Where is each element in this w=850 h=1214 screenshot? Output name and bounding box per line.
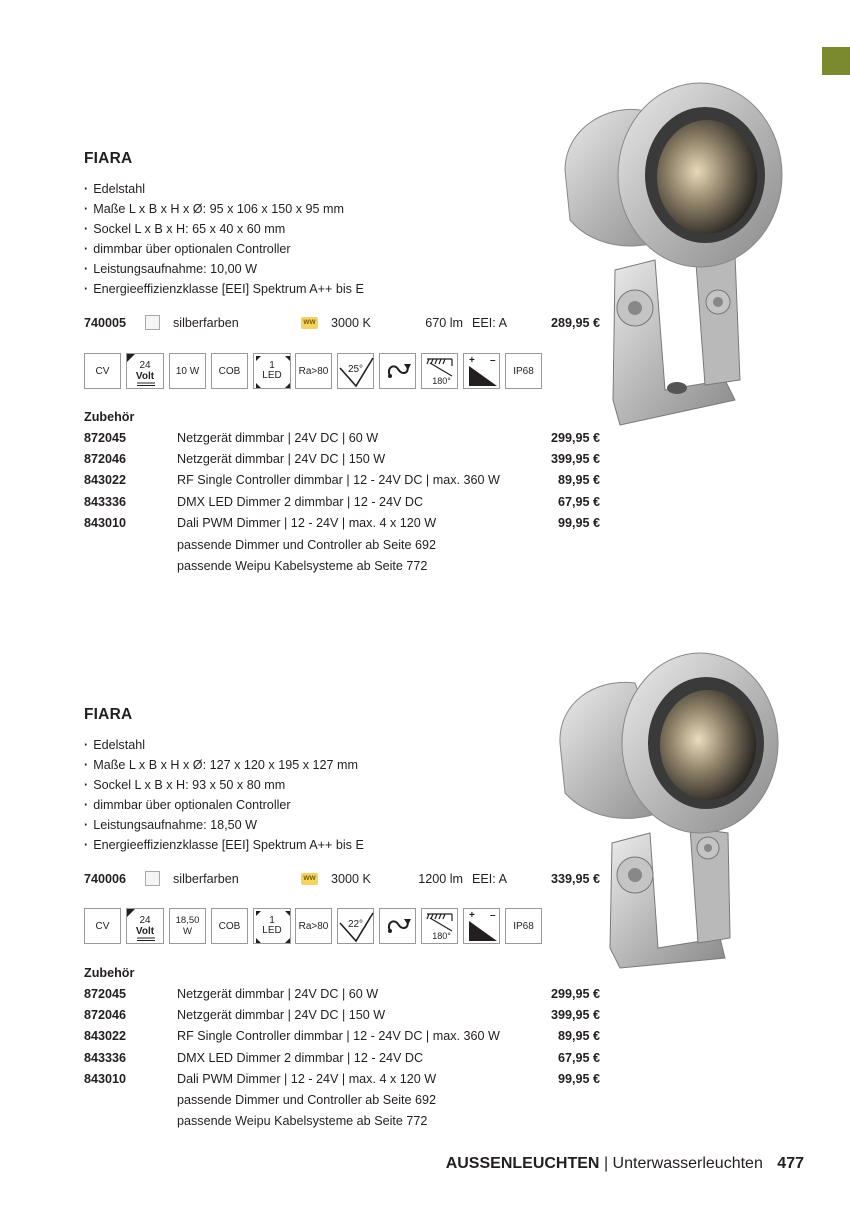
accessory-code: 872046	[84, 1008, 127, 1023]
feature-item: · Leistungsaufnahme: 10,00 W	[84, 259, 364, 279]
cob-icon	[211, 908, 248, 944]
beam-angle-label: 25°	[347, 363, 364, 375]
ip-rating-label: IP68	[513, 920, 534, 932]
note-line: passende Dimmer und Controller ab Seite 692	[177, 538, 437, 552]
svg-text:–: –	[490, 355, 496, 366]
accessories-table	[84, 987, 600, 1093]
feature-item: · dimmbar über optionalen Controller	[84, 239, 364, 259]
ip-rating-icon	[505, 353, 542, 389]
accessory-description: RF Single Controller dimmbar | 12 - 24V DC | max. 360 W	[177, 1029, 500, 1044]
accessory-price: 67,95 €	[557, 1050, 600, 1065]
footer-section: AUSSENLEUCHTEN	[445, 1155, 600, 1172]
accessory-price: 99,95 €	[557, 515, 600, 530]
cv-label: CV	[95, 365, 110, 377]
corner-arrows-icon	[254, 354, 292, 390]
feature-item: · Sockel L x B x H: 93 x 50 x 80 mm	[84, 775, 364, 795]
accessory-description: Netzgerät dimmbar | 24V DC | 60 W	[177, 431, 379, 445]
voltage-number: 24	[139, 915, 151, 926]
voltage-icon	[126, 908, 164, 944]
accessory-description: Dali PWM Dimmer | 12 - 24V | max. 4 x 120 W	[177, 515, 437, 530]
voltage-icon	[126, 353, 164, 389]
feature-item: · Maße L x B x H x Ø: 127 x 120 x 195 x 127 mm	[84, 755, 364, 775]
article-number: 740005	[84, 316, 127, 330]
page-number: 477	[777, 1155, 804, 1172]
accessories-title: Zubehör	[84, 410, 135, 424]
cob-icon	[211, 353, 248, 389]
feature-item: · Leistungsaufnahme: 18,50 W	[84, 815, 364, 835]
rotatable-icon	[379, 353, 416, 389]
product-photo	[545, 80, 785, 430]
dimming-wedge-icon	[464, 354, 501, 390]
accessory-description: RF Single Controller dimmbar | 12 - 24V DC | max. 360 W	[177, 473, 500, 488]
spec-icon-row	[84, 353, 544, 389]
accessory-code: 843022	[84, 1029, 127, 1044]
accessory-description: Netzgerät dimmbar | 24V DC | 150 W	[177, 452, 386, 467]
note-line: passende Dimmer und Controller ab Seite 692	[177, 1093, 437, 1107]
beam-angle-icon	[337, 908, 374, 944]
accessory-code: 843010	[84, 515, 127, 530]
price: 289,95 €	[550, 316, 600, 330]
accessory-code: 843336	[84, 1050, 127, 1065]
accessory-price: 399,95 €	[550, 452, 600, 467]
lumen-value: 670 lm	[425, 316, 463, 330]
rotate-arrows-icon	[380, 909, 417, 945]
led-unit: LED	[262, 925, 282, 936]
variant-row	[84, 314, 600, 334]
cob-label: COB	[218, 365, 241, 377]
feature-item: · Maße L x B x H x Ø: 95 x 106 x 150 x 95 mm	[84, 199, 364, 219]
accessory-price: 399,95 €	[550, 1008, 600, 1023]
feature-item: · Energieeffizienzklasse [EEI] Spektrum A++ bis E	[84, 835, 364, 855]
cri-label: Ra>80	[298, 365, 329, 377]
accessory-description: DMX LED Dimmer 2 dimmbar | 12 - 24V DC	[177, 1050, 424, 1065]
footer-subsection: Unterwasserleuchten	[612, 1155, 763, 1172]
swivel-label: 180°	[432, 931, 451, 941]
product-photo	[550, 643, 780, 973]
svg-text:–: –	[490, 910, 496, 921]
swivel-label: 180°	[432, 376, 451, 386]
accessory-description: DMX LED Dimmer 2 dimmbar | 12 - 24V DC	[177, 494, 424, 509]
product-title: FIARA	[84, 150, 133, 167]
accessory-code: 872045	[84, 431, 127, 445]
page-footer	[446, 1155, 804, 1173]
feature-list	[84, 735, 364, 856]
color-swatch	[145, 871, 160, 886]
swivel-icon	[421, 908, 458, 944]
table-row	[84, 1051, 600, 1072]
warm-white-badge: WW	[301, 873, 318, 885]
accessory-price: 99,95 €	[557, 1071, 600, 1086]
feature-item: · Sockel L x B x H: 65 x 40 x 60 mm	[84, 219, 364, 239]
accessories-title: Zubehör	[84, 966, 135, 980]
table-row	[84, 1008, 600, 1029]
accessory-description: Dali PWM Dimmer | 12 - 24V | max. 4 x 120 W	[177, 1071, 437, 1086]
color-swatch	[145, 315, 160, 330]
accessory-code: 843022	[84, 473, 127, 488]
table-row	[84, 1029, 600, 1050]
feature-item: · dimmbar über optionalen Controller	[84, 795, 364, 815]
color-name: silberfarben	[173, 316, 239, 330]
voltage-number: 24	[139, 360, 151, 371]
led-count-icon	[253, 353, 291, 389]
table-row	[84, 987, 600, 1008]
wattage-label: 10 W	[175, 365, 200, 377]
beam-angle-label: 22°	[347, 918, 364, 930]
table-row	[84, 516, 600, 537]
led-unit: LED	[262, 370, 282, 381]
cri-icon	[295, 353, 332, 389]
corner-flag-icon	[127, 354, 165, 390]
cv-label: CV	[95, 920, 110, 932]
cross-reference-note	[177, 1090, 436, 1132]
ip-rating-icon	[505, 908, 542, 944]
cob-label: COB	[218, 920, 241, 932]
accessory-price: 89,95 €	[557, 473, 600, 488]
rotatable-icon	[379, 908, 416, 944]
svg-text:+: +	[469, 910, 475, 921]
table-row	[84, 431, 600, 452]
accessory-code: 843336	[84, 494, 127, 509]
article-number: 740006	[84, 872, 127, 886]
color-name: silberfarben	[173, 872, 239, 886]
dimming-wedge-icon	[464, 909, 501, 945]
ip-rating-label: IP68	[513, 365, 534, 377]
table-row	[84, 452, 600, 473]
wattage-label: 18,50 W	[175, 915, 200, 937]
lumen-value: 1200 lm	[418, 872, 463, 886]
cv-icon	[84, 353, 121, 389]
section-tab-marker	[822, 47, 850, 75]
variant-row	[84, 870, 600, 890]
dimmable-icon	[463, 908, 500, 944]
footer-separator: |	[603, 1155, 609, 1172]
accessory-price: 299,95 €	[550, 431, 600, 445]
cri-icon	[295, 908, 332, 944]
led-count-icon	[253, 908, 291, 944]
cross-reference-note	[177, 535, 436, 577]
wattage-icon	[169, 908, 206, 944]
spec-icon-row	[84, 908, 544, 944]
led-number: 1	[269, 360, 275, 371]
accessory-price: 299,95 €	[550, 987, 600, 1001]
cri-label: Ra>80	[298, 920, 329, 932]
energy-class: EEI: A	[472, 872, 508, 886]
price: 339,95 €	[550, 872, 600, 886]
rotate-arrows-icon	[380, 354, 417, 390]
feature-item: · Energieeffizienzklasse [EEI] Spektrum A++ bis E	[84, 279, 364, 299]
accessory-code: 872046	[84, 452, 127, 467]
led-number: 1	[269, 915, 275, 926]
corner-flag-icon	[127, 909, 165, 945]
table-row	[84, 495, 600, 516]
dimmable-icon	[463, 353, 500, 389]
feature-list	[84, 179, 364, 300]
accessories-table	[84, 431, 600, 537]
accessory-code: 843010	[84, 1071, 127, 1086]
swivel-icon	[421, 353, 458, 389]
warm-white-badge: WW	[301, 317, 318, 329]
note-line: passende Weipu Kabelsysteme ab Seite 772	[177, 1114, 428, 1129]
accessory-price: 67,95 €	[557, 494, 600, 509]
voltage-unit: Volt	[135, 926, 155, 937]
feature-item: · Edelstahl	[84, 179, 364, 199]
note-line: passende Weipu Kabelsysteme ab Seite 772	[177, 559, 428, 574]
feature-item: · Edelstahl	[84, 735, 364, 755]
table-row	[84, 473, 600, 494]
svg-text:+: +	[469, 355, 475, 366]
corner-arrows-icon	[254, 909, 292, 945]
color-temperature: 3000 K	[331, 872, 371, 886]
accessory-code: 872045	[84, 987, 127, 1001]
wattage-icon	[169, 353, 206, 389]
accessory-description: Netzgerät dimmbar | 24V DC | 60 W	[177, 987, 379, 1001]
energy-class: EEI: A	[472, 316, 508, 330]
beam-angle-icon	[337, 353, 374, 389]
product-title: FIARA	[84, 706, 133, 723]
accessory-price: 89,95 €	[557, 1029, 600, 1044]
cv-icon	[84, 908, 121, 944]
voltage-unit: Volt	[135, 371, 155, 382]
accessory-description: Netzgerät dimmbar | 24V DC | 150 W	[177, 1008, 386, 1023]
color-temperature: 3000 K	[331, 316, 371, 330]
